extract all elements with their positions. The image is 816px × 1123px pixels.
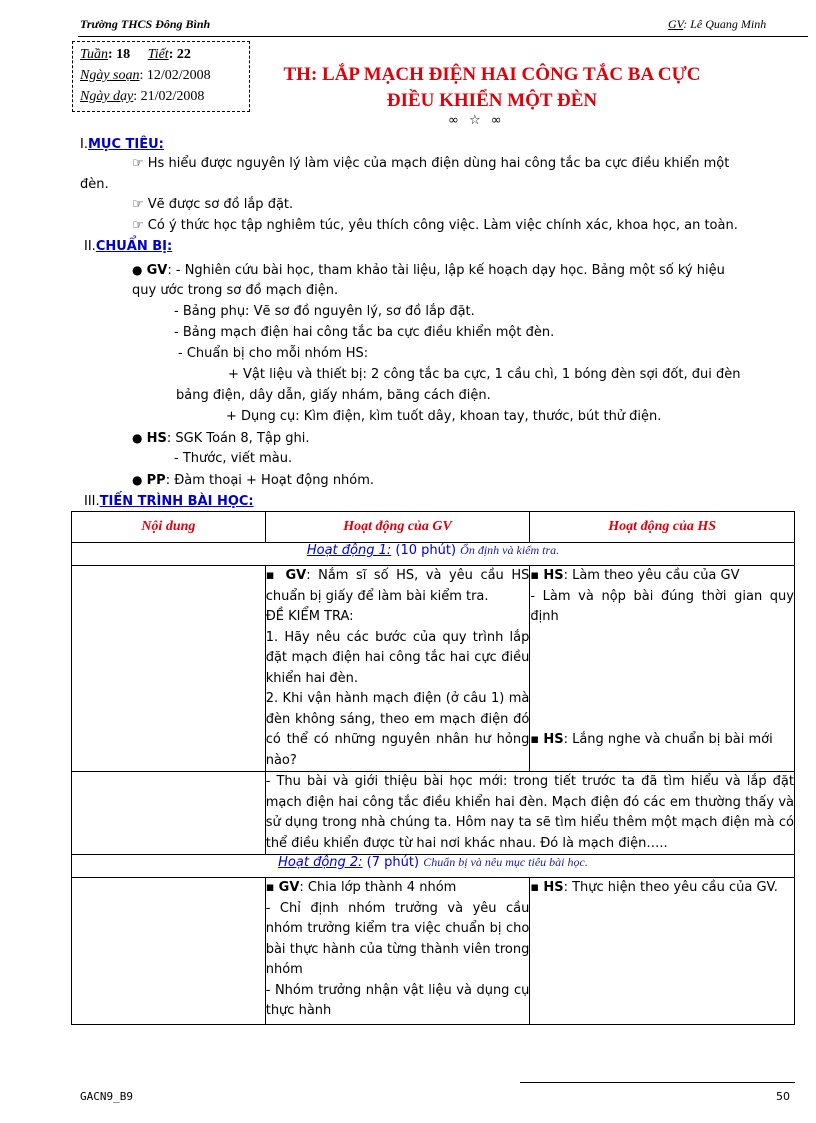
pp-label: PP bbox=[146, 473, 166, 488]
gv-act1-text: : Nắm sĩ số HS, và yêu cầu HS chuẩn bị giấy để làm bài kiểm tra. bbox=[265, 568, 530, 604]
section-2-num: II. bbox=[84, 239, 96, 254]
gv-prep-text: : - Nghiên cứu bài học, tham khảo tài liệu, lập kế hoạch dạy học. Bảng một số ký hiệu bbox=[167, 263, 725, 278]
hs-prep-text: : SGK Toán 8, Tập ghi. bbox=[166, 431, 310, 446]
hs-prep-line: - Thước, viết màu. bbox=[174, 451, 293, 466]
hs-act1-label: HS bbox=[543, 568, 564, 583]
header-content: Nội dung bbox=[72, 512, 266, 543]
teach-date-label: Ngày dạy bbox=[80, 89, 134, 104]
week-label: Tuần bbox=[80, 47, 109, 62]
footer-code: GACN9_B9 bbox=[80, 1090, 133, 1103]
bullet-icon: ● bbox=[132, 431, 143, 445]
lesson-info-box bbox=[72, 41, 250, 112]
hs-act1-item-2: ▪ HS: Lắng nghe và chuẩn bị bài mới bbox=[530, 731, 773, 747]
activity-1-heading bbox=[72, 543, 795, 566]
intro-cell: - Thu bài và giới thiệu bài học mới: trong tiết trước ta đã tìm hiểu và lắp đặt mạch điện hai công tắc điều khiển hai đèn. Mạch điện đó các em thường thấy và sử dụng trong nhà chúng ta. Hôm nay ta sẽ tìm hiểu thêm một mạch điện mà có thể điều khiển được từ hai nơi khác nhau. Đó là mạch điện….. bbox=[265, 772, 794, 855]
section-3-title: TIẾN TRÌNH BÀI HỌC: bbox=[99, 494, 254, 509]
table-row bbox=[72, 566, 795, 772]
hs-act2-label: HS bbox=[543, 880, 564, 895]
bullet-icon: ● bbox=[132, 263, 143, 277]
page-title bbox=[262, 62, 722, 114]
footer-divider bbox=[520, 1082, 795, 1083]
content-cell bbox=[72, 772, 266, 855]
period-label: Tiết bbox=[147, 47, 169, 62]
activity-2-time: (7 phút) bbox=[362, 855, 420, 870]
page-number: 50 bbox=[776, 1090, 790, 1103]
hs-prep bbox=[132, 429, 309, 448]
title-line-2: ĐIỀU KHIỂN MỘT ĐÈN bbox=[386, 90, 598, 111]
gv-prep bbox=[132, 261, 725, 280]
test-title: ĐỀ KIỂM TRA: bbox=[265, 609, 354, 624]
gv-prep-line: + Vật liệu và thiết bị: 2 công tắc ba cực, 1 cầu chì, 1 bóng đèn sợi đốt, đui đèn bbox=[228, 367, 741, 382]
school-name: Trường THCS Đông Bình bbox=[80, 17, 211, 31]
hs-act1-line2: - Làm và nộp bài đúng thời gian quy định bbox=[530, 588, 794, 624]
section-1-title: MỤC TIÊU: bbox=[87, 137, 164, 152]
gv-cell-2 bbox=[265, 878, 530, 1025]
gv-act2-item: ▪ GV: Chia lớp thành 4 nhóm bbox=[265, 880, 457, 895]
period-value: : 22 bbox=[168, 47, 191, 62]
title-line-1: TH: LẮP MẠCH ĐIỆN HAI CÔNG TẮC BA CỰC bbox=[283, 64, 701, 85]
test-question-2: 2. Khi vận hành mạch điện (ở câu 1) mà đèn không sáng, theo em mạch điện đó có thể có những nguyên nhân hư hỏng nào? bbox=[265, 691, 530, 768]
teacher-label: GV bbox=[668, 17, 684, 31]
hs-act2-text: : Thực hiện theo yêu cầu của GV. bbox=[563, 880, 778, 895]
hs-act1-text: : Làm theo yêu cầu của GV bbox=[563, 568, 740, 583]
gv-label: GV bbox=[146, 263, 168, 278]
gv-cell-1 bbox=[265, 566, 530, 772]
content-cell bbox=[72, 566, 266, 772]
activity-1-note: Ổn định và kiểm tra. bbox=[460, 543, 560, 557]
gv-act2-text: : Chia lớp thành 4 nhóm bbox=[299, 880, 457, 895]
activity-2-row bbox=[72, 855, 795, 878]
hs-cell-1 bbox=[530, 566, 795, 772]
bullet-icon: ● bbox=[132, 473, 143, 487]
activity-1-row bbox=[72, 543, 795, 566]
gv-act1-label: GV bbox=[285, 568, 307, 583]
section-3-num: III. bbox=[84, 494, 100, 509]
hs-act2-item: ▪ HS: Thực hiện theo yêu cầu của GV. bbox=[530, 880, 778, 895]
content-cell bbox=[72, 878, 266, 1025]
teach-date: : 21/02/2008 bbox=[133, 89, 205, 104]
table-header-row bbox=[72, 512, 795, 543]
objective-1-cont: đèn. bbox=[80, 177, 109, 192]
lesson-table bbox=[71, 511, 795, 1025]
table-row bbox=[72, 878, 795, 1025]
gv-prep-line: quy ước trong sơ đồ mạch điện. bbox=[132, 283, 339, 298]
gv-prep-line: + Dụng cụ: Kìm điện, kìm tuốt dây, khoan tay, thước, bút thử điện. bbox=[226, 409, 662, 424]
pp-prep bbox=[132, 471, 374, 490]
gv-prep-line: - Bảng phụ: Vẽ sơ đồ nguyên lý, sơ đồ lắp đặt. bbox=[174, 304, 475, 319]
gv-act1-item: ▪ GV: Nắm sĩ số HS, và yêu cầu HS chuẩn bị giấy để làm bài kiểm tra. bbox=[265, 568, 530, 604]
gv-prep-line: - Bảng mạch điện hai công tắc ba cực điều khiển một đèn. bbox=[174, 325, 555, 340]
section-1-heading bbox=[80, 137, 164, 152]
week-value: : 18 bbox=[108, 47, 131, 62]
prep-date-label: Ngày soạn bbox=[80, 68, 140, 83]
pp-text: : Đàm thoại + Hoạt động nhóm. bbox=[165, 473, 375, 488]
hs-act1-text-2: : Lắng nghe và chuẩn bị bài mới bbox=[563, 731, 773, 747]
test-question-1: 1. Hãy nêu các bước của quy trình lắp đặt mạch điện hai công tắc hai cực điều khiển hai đèn. bbox=[265, 629, 530, 686]
header-hs: Hoạt động của HS bbox=[530, 512, 795, 543]
activity-2-note: Chuẩn bị và nêu mục tiêu bài học. bbox=[423, 855, 588, 869]
section-2-heading bbox=[84, 239, 172, 254]
header-divider bbox=[78, 36, 808, 37]
gv-act2-label: GV bbox=[278, 880, 300, 895]
activity-2-label: Hoạt động 2: bbox=[278, 855, 363, 870]
section-3-heading bbox=[84, 494, 254, 509]
hs-label: HS bbox=[146, 431, 167, 446]
section-2-title: CHUẨN BỊ: bbox=[95, 239, 173, 254]
gv-act2-line: - Chỉ định nhóm trưởng và yêu cầu nhóm trưởng kiểm tra việc chuẩn bị cho bài thực hành của từng thành viên trong nhóm bbox=[265, 900, 530, 977]
activity-2-heading bbox=[72, 855, 795, 878]
hs-cell-2 bbox=[530, 878, 795, 1025]
gv-act2-line: - Nhóm trưởng nhận vật liệu và dụng cụ thực hành bbox=[265, 982, 530, 1018]
section-1-num: I. bbox=[80, 137, 88, 152]
hs-act1-label-2: HS bbox=[543, 731, 564, 747]
activity-1-time: (10 phút) bbox=[391, 543, 457, 558]
objective-2: ☞ Vẽ được sơ đồ lắp đặt. bbox=[132, 197, 294, 212]
hs-act1-item: ▪ HS: Làm theo yêu cầu của GV bbox=[530, 568, 740, 583]
ornament-icon: ∞ ☆ ∞ bbox=[448, 113, 505, 128]
teacher-header bbox=[668, 17, 766, 32]
activity-1-label: Hoạt động 1: bbox=[306, 543, 392, 558]
objective-1: ☞ Hs hiểu được nguyên lý làm việc của mạch điện dùng hai công tắc ba cực điều khiển một bbox=[132, 156, 730, 171]
teacher-name: : Lê Quang Minh bbox=[683, 17, 767, 31]
objective-3: ☞ Có ý thức học tập nghiêm túc, yêu thích công việc. Làm việc chính xác, khoa học, an toàn. bbox=[132, 218, 738, 233]
table-row bbox=[72, 772, 795, 855]
gv-prep-line: - Chuẩn bị cho mỗi nhóm HS: bbox=[178, 346, 369, 361]
spacer bbox=[530, 628, 794, 730]
prep-date: : 12/02/2008 bbox=[139, 68, 211, 83]
header-gv: Hoạt động của GV bbox=[265, 512, 530, 543]
gv-prep-line: bảng điện, dây dẫn, giấy nhám, băng cách điện. bbox=[176, 388, 491, 403]
